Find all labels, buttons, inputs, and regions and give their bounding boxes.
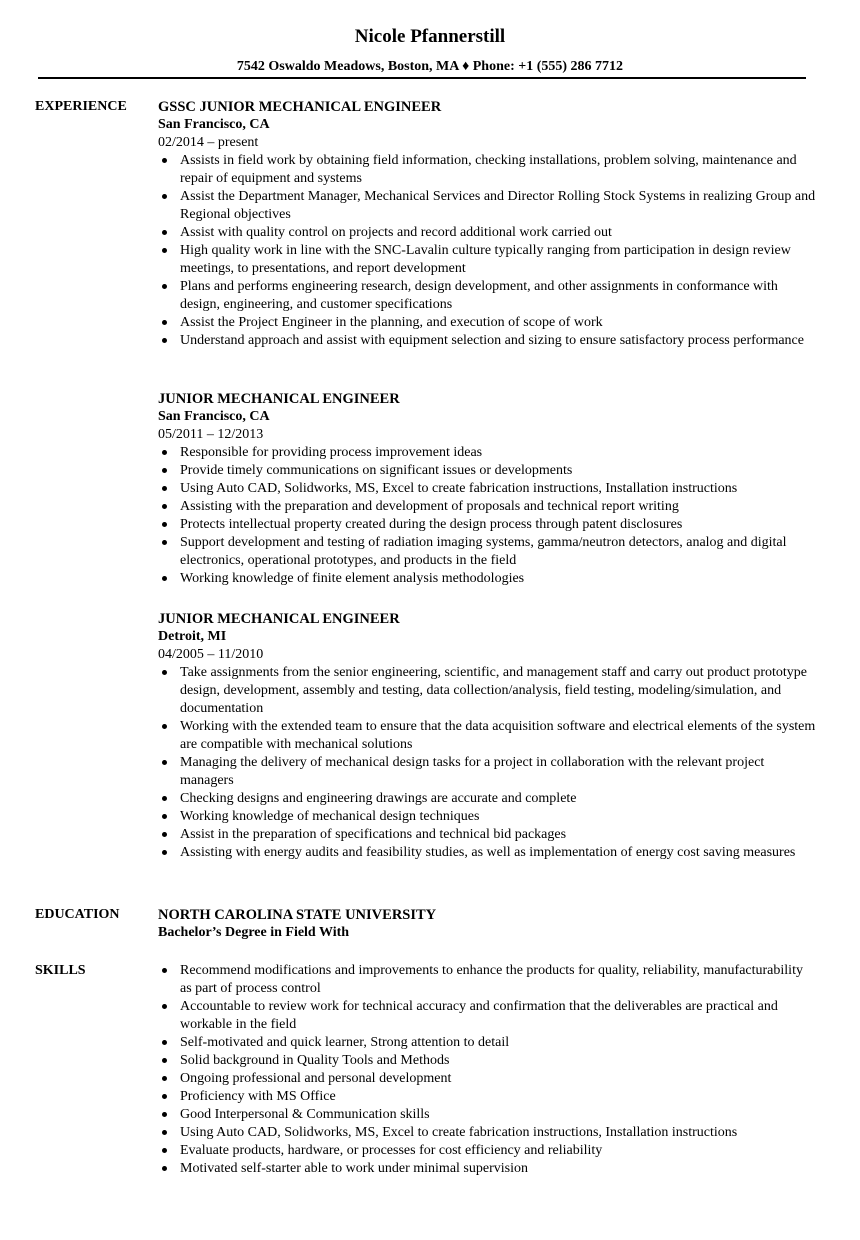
candidate-name: Nicole Pfannerstill	[354, 26, 506, 47]
contact-line: 7542 Oswaldo Meadows, Boston, MA ♦ Phone: +1 (555) 286 7712	[236, 59, 624, 74]
bullet-icon	[162, 486, 167, 491]
list-item	[158, 462, 818, 480]
list-item	[158, 224, 818, 242]
bullet-text: Managing the delivery of mechanical design tasks for a project in collaboration with the relevant project managers	[180, 755, 765, 788]
bullet-icon	[162, 670, 167, 675]
bullet-text: Protects intellectual property created during the design process through patent disclosures	[180, 517, 683, 532]
bullet-text: Motivated self-starter able to work under minimal supervision	[180, 1161, 528, 1176]
bullet-icon	[162, 1130, 167, 1135]
bullet-text: Assist the Department Manager, Mechanical Services and Director Rolling Stock Systems in realizing Group and Regional objectives	[180, 189, 816, 222]
skills-bullets	[158, 962, 818, 1178]
bullet-text: Evaluate products, hardware, or processes for cost efficiency and reliability	[180, 1143, 603, 1158]
job-dates: 05/2011 – 12/2013	[158, 427, 264, 442]
job-dates: 04/2005 – 11/2010	[158, 647, 264, 662]
list-item	[158, 826, 818, 844]
list-item	[158, 1034, 818, 1052]
bullet-text: Assist with quality control on projects and record additional work carried out	[180, 225, 612, 240]
bullet-text: Responsible for providing process improvement ideas	[180, 445, 483, 460]
bullet-icon	[162, 522, 167, 527]
education-label: EDUCATION	[35, 907, 120, 922]
list-item	[158, 664, 818, 718]
job-dates: 02/2014 – present	[158, 135, 259, 150]
list-item	[158, 962, 818, 998]
bullet-icon	[162, 1004, 167, 1009]
bullet-text: Proficiency with MS Office	[180, 1089, 336, 1104]
list-item	[158, 1052, 818, 1070]
bullet-text: Assisting with the preparation and development of proposals and technical report writing	[180, 499, 679, 514]
bullet-icon	[162, 248, 167, 253]
bullet-icon	[162, 1076, 167, 1081]
bullet-text: Provide timely communications on significant issues or developments	[180, 463, 573, 478]
list-item	[158, 188, 818, 224]
bullet-icon	[162, 968, 167, 973]
bullet-text: Solid background in Quality Tools and Methods	[180, 1053, 450, 1068]
list-item	[158, 314, 818, 332]
bullet-icon	[162, 832, 167, 837]
list-item	[158, 444, 818, 462]
job-location: Detroit, MI	[158, 629, 227, 644]
bullet-text: Good Interpersonal & Communication skills	[180, 1107, 430, 1122]
bullet-text: Working knowledge of mechanical design techniques	[180, 809, 480, 824]
bullet-text: Ongoing professional and personal development	[180, 1071, 452, 1086]
bullet-icon	[162, 1094, 167, 1099]
bullet-icon	[162, 850, 167, 855]
bullet-text: Using Auto CAD, Solidworks, MS, Excel to create fabrication instructions, Installation instructions	[180, 1125, 738, 1140]
list-item	[158, 152, 818, 188]
list-item	[158, 480, 818, 498]
bullet-text: Self-motivated and quick learner, Strong attention to detail	[180, 1035, 510, 1050]
list-item	[158, 844, 818, 862]
bullet-icon	[162, 1040, 167, 1045]
bullet-icon	[162, 450, 167, 455]
list-item	[158, 278, 818, 314]
list-item	[158, 534, 818, 570]
bullet-text: Assist the Project Engineer in the planning, and execution of scope of work	[180, 315, 603, 330]
header-divider	[38, 77, 806, 79]
job-entry-1	[158, 98, 818, 350]
job-location: San Francisco, CA	[158, 409, 270, 424]
job-location: San Francisco, CA	[158, 117, 270, 132]
bullet-icon	[162, 724, 167, 729]
list-item	[158, 790, 818, 808]
list-item	[158, 754, 818, 790]
list-item	[158, 516, 818, 534]
list-item	[158, 1070, 818, 1088]
bullet-icon	[162, 320, 167, 325]
bullet-text: Assist in the preparation of specifications and technical bid packages	[180, 827, 567, 842]
bullet-text: Support development and testing of radiation imaging systems, gamma/neutron detectors, analog and digital electronics, operational prototypes, and products in the field	[180, 535, 787, 568]
bullet-icon	[162, 1148, 167, 1153]
bullet-text: Checking designs and engineering drawings are accurate and complete	[180, 791, 577, 806]
job-title: JUNIOR MECHANICAL ENGINEER	[158, 611, 400, 627]
bullet-icon	[162, 1112, 167, 1117]
bullet-icon	[162, 338, 167, 343]
bullet-text: Understand approach and assist with equipment selection and sizing to ensure satisfactory process performance	[180, 333, 804, 348]
bullet-text: Working knowledge of finite element analysis methodologies	[180, 571, 525, 586]
bullet-icon	[162, 230, 167, 235]
bullet-text: Assists in field work by obtaining field information, checking installations, problem solving, maintenance and repair of equipment and systems	[180, 153, 797, 186]
job-title: GSSC JUNIOR MECHANICAL ENGINEER	[158, 99, 442, 115]
bullet-icon	[162, 576, 167, 581]
skills-label: SKILLS	[35, 963, 86, 978]
skills-entry	[158, 962, 818, 1178]
list-item	[158, 242, 818, 278]
degree: Bachelor’s Degree in Field With	[158, 925, 350, 940]
bullet-text: Take assignments from the senior engineering, scientific, and management staff and carry out product prototype design, development, assembly and testing, data collection/analysis, field testing, modeling/simulation, and documentation	[180, 665, 808, 716]
job-entry-3	[158, 610, 818, 862]
bullet-text: High quality work in line with the SNC-Lavalin culture typically ranging from participation in design review meetings, to presentations, and report development	[180, 243, 791, 276]
job-bullets	[158, 664, 818, 862]
bullet-icon	[162, 194, 167, 199]
bullet-text: Using Auto CAD, Solidworks, MS, Excel to create fabrication instructions, Installation instructions	[180, 481, 738, 496]
bullet-text: Recommend modifications and improvements to enhance the products for quality, reliability, manufacturability as part of process control	[180, 963, 803, 996]
bullet-icon	[162, 540, 167, 545]
experience-label: EXPERIENCE	[35, 99, 127, 114]
list-item	[158, 1142, 818, 1160]
list-item	[158, 998, 818, 1034]
list-item	[158, 1088, 818, 1106]
bullet-icon	[162, 760, 167, 765]
bullet-text: Plans and performs engineering research, design development, and other assignments in conformance with design, engineering, and customer specifications	[180, 279, 778, 312]
bullet-icon	[162, 796, 167, 801]
list-item	[158, 570, 818, 588]
bullet-text: Accountable to review work for technical accuracy and confirmation that the deliverables are practical and workable in the field	[180, 999, 778, 1032]
list-item	[158, 1160, 818, 1178]
bullet-text: Working with the extended team to ensure that the data acquisition software and electrical elements of the system are compatible with mechanical solutions	[180, 719, 816, 752]
list-item	[158, 498, 818, 516]
job-bullets	[158, 152, 818, 350]
job-entry-2	[158, 390, 818, 588]
bullet-icon	[162, 468, 167, 473]
list-item	[158, 332, 818, 350]
bullet-icon	[162, 158, 167, 163]
bullet-icon	[162, 1058, 167, 1063]
bullet-icon	[162, 814, 167, 819]
list-item	[158, 718, 818, 754]
education-entry	[158, 906, 818, 942]
bullet-icon	[162, 504, 167, 509]
list-item	[158, 1124, 818, 1142]
list-item	[158, 1106, 818, 1124]
job-title: JUNIOR MECHANICAL ENGINEER	[158, 391, 400, 407]
job-bullets	[158, 444, 818, 588]
bullet-icon	[162, 1166, 167, 1171]
bullet-text: Assisting with energy audits and feasibility studies, as well as implementation of energy cost saving measures	[180, 845, 796, 860]
school-name: NORTH CAROLINA STATE UNIVERSITY	[158, 907, 437, 923]
list-item	[158, 808, 818, 826]
bullet-icon	[162, 284, 167, 289]
